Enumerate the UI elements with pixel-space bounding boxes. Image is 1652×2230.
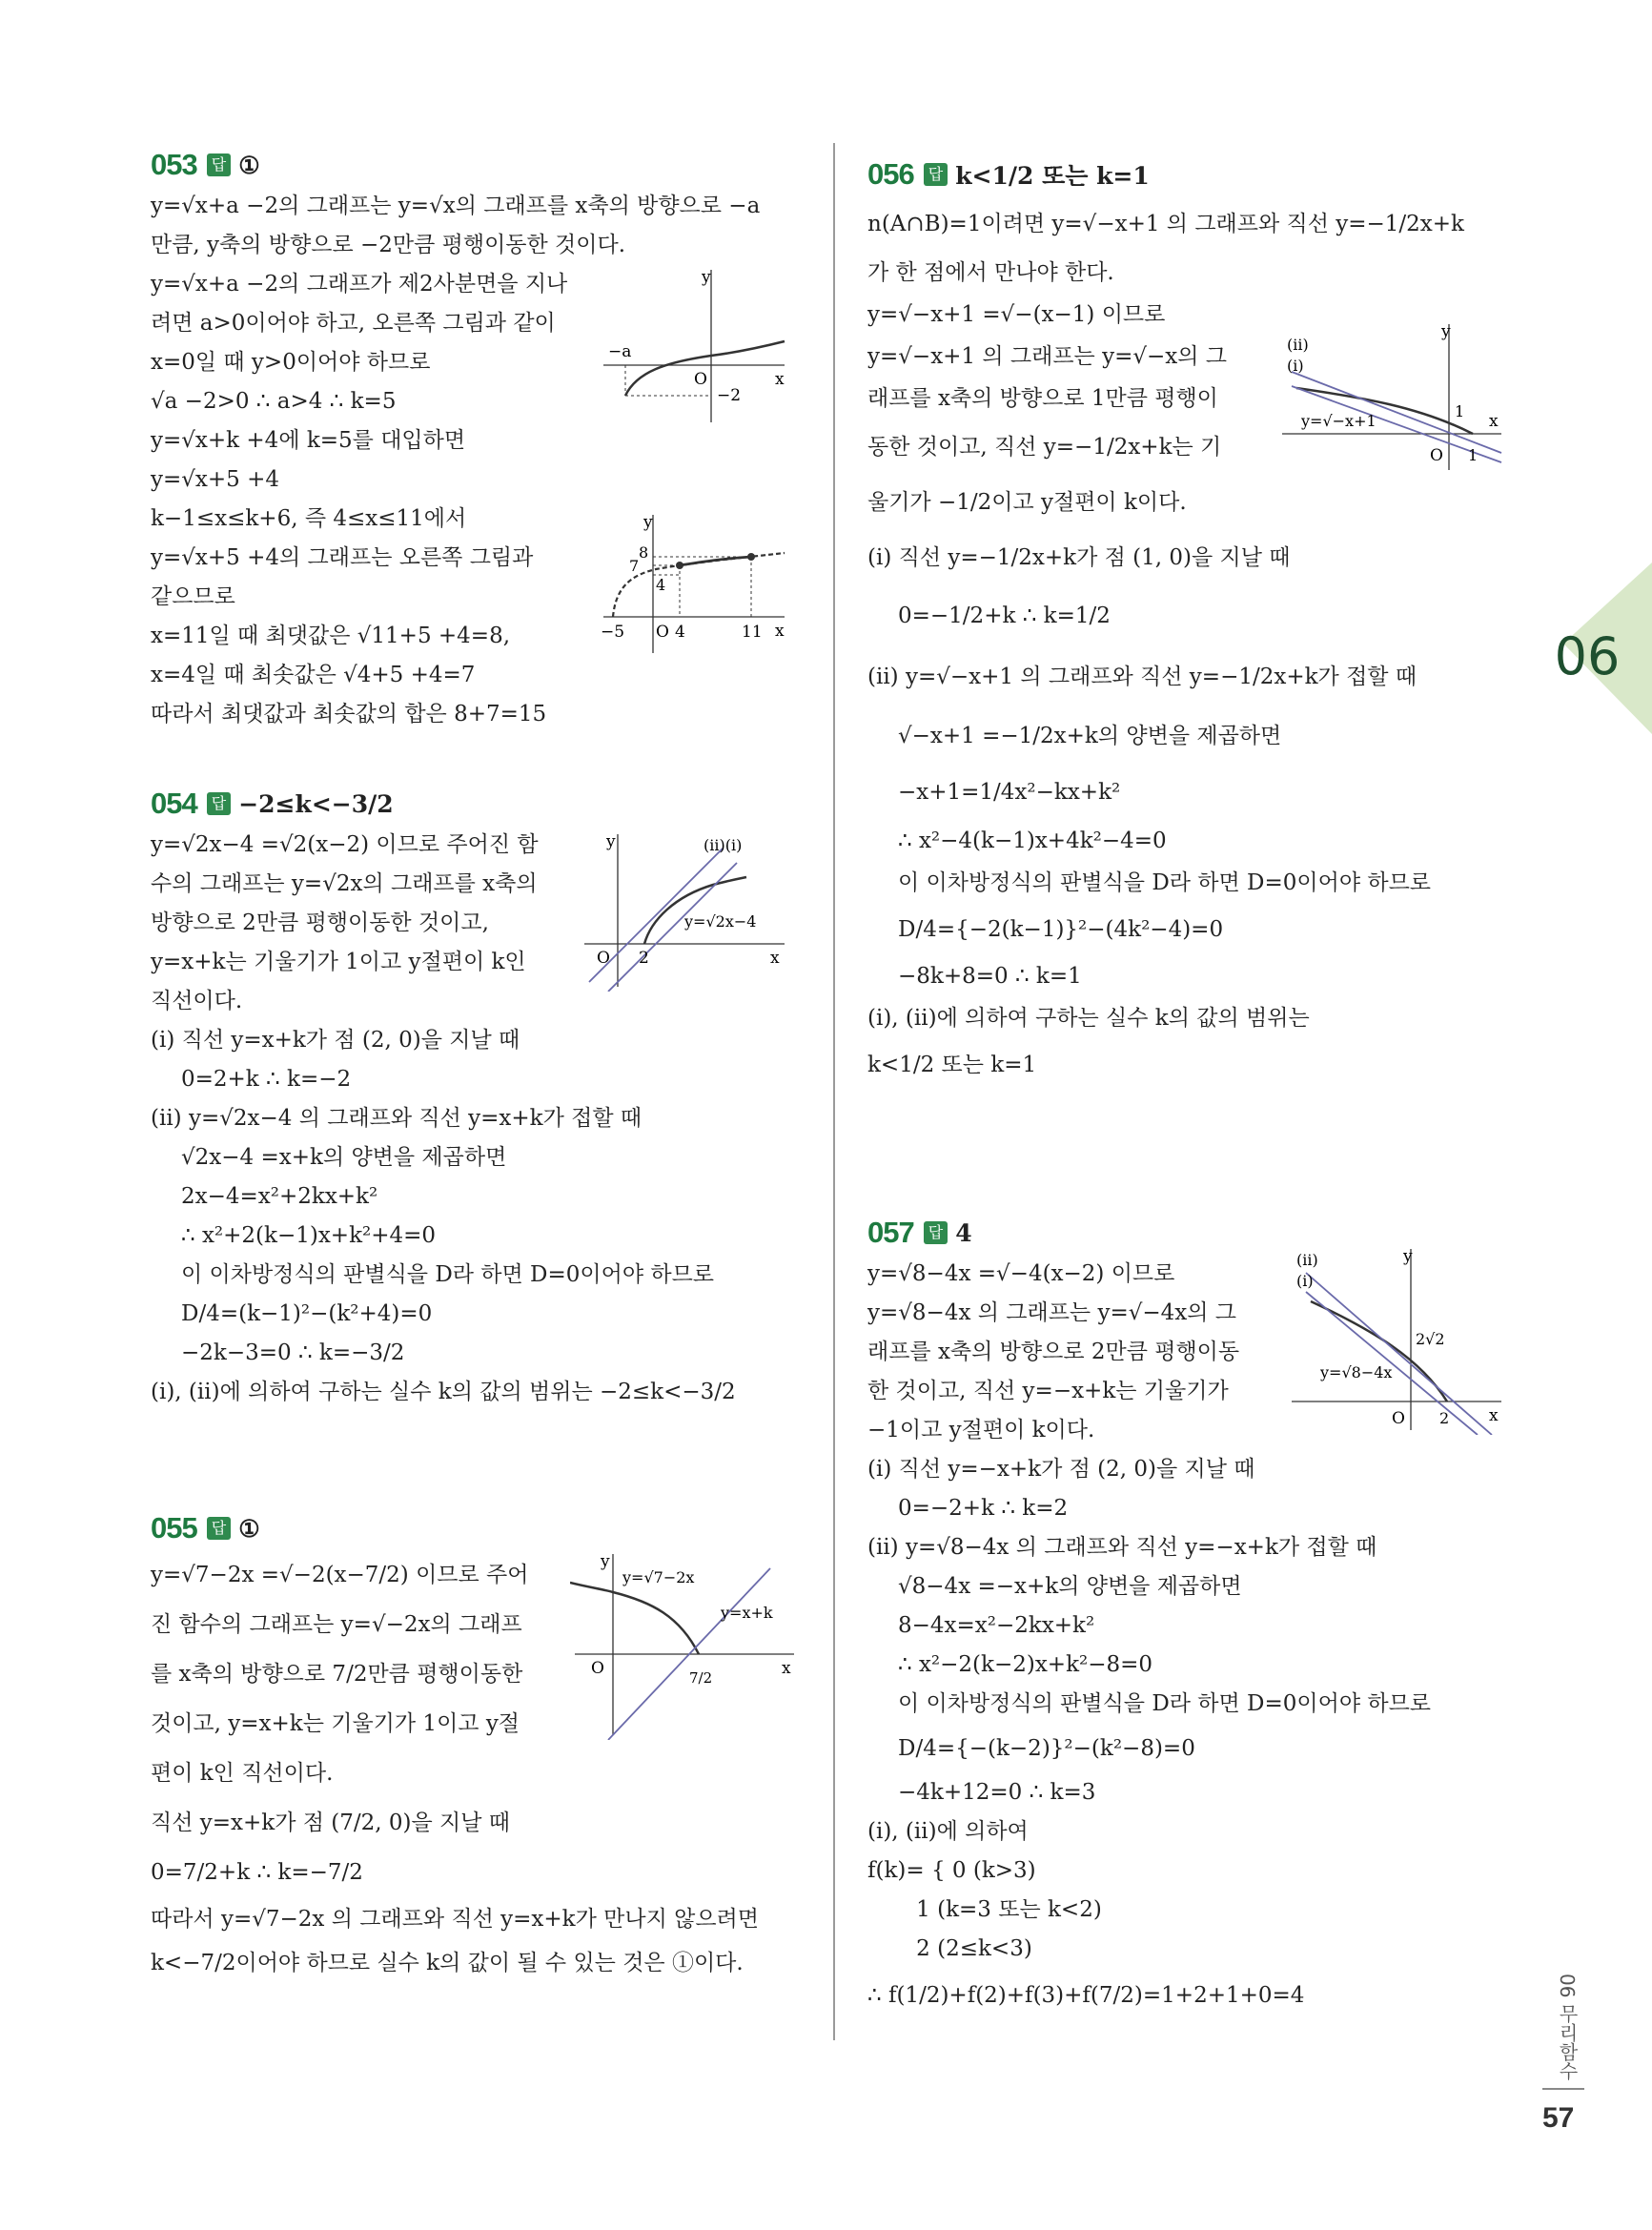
tick-label: −a — [608, 342, 632, 361]
text-line: √8−4x =−x+k의 양변을 제곱하면 — [898, 1574, 1242, 1599]
text-line: 만큼, y축의 방향으로 −2만큼 평행이동한 것이다. — [151, 233, 625, 257]
problem-053 — [151, 143, 801, 734]
text-line: 직선 y=x+k가 점 (7/2, 0)을 지날 때 — [151, 1811, 510, 1835]
answer-value: ① — [238, 1514, 260, 1543]
text-line: D/4=(k−1)²−(k²+4)=0 — [181, 1301, 433, 1326]
text-line: −2k−3=0 ∴ k=−3/2 — [181, 1340, 405, 1365]
text-line: 직선이다. — [151, 989, 243, 1013]
text-line: 1 (k=3 또는 k<2) — [867, 1897, 1102, 1922]
line-label: (ⅰ) — [1296, 1272, 1314, 1290]
text-line: y=√x+5 +4의 그래프는 오른쪽 그림과 — [151, 545, 534, 570]
curve-label: y=√2x−4 — [684, 912, 757, 931]
problem-053-header — [151, 143, 801, 187]
origin-label: O — [1392, 1409, 1405, 1428]
tick-label: 4 — [656, 576, 666, 594]
tick-label: 2√2 — [1416, 1330, 1445, 1348]
text-line: D/4={−(k−2)}²−(k²−8)=0 — [898, 1736, 1195, 1761]
curve-label: y=√7−2x — [622, 1568, 695, 1586]
text-line: x=0일 때 y>0이어야 하므로 — [151, 350, 431, 375]
problem-number: 056 — [867, 157, 914, 191]
text-line: y=√−x+1 의 그래프는 y=√−x의 그 — [867, 344, 1228, 369]
graph-054 — [580, 829, 789, 992]
chapter-tab: 06 — [1554, 625, 1621, 686]
curve-label: y=√−x+1 — [1301, 412, 1377, 430]
answer-badge: 답 — [207, 792, 231, 815]
line-label: (ⅱ) — [1296, 1251, 1318, 1269]
problem-number: 057 — [867, 1216, 914, 1249]
problem-number: 053 — [151, 148, 197, 181]
side-rule — [1542, 2088, 1584, 2090]
text-line: x=11일 때 최댓값은 √11+5 +4=8, — [151, 624, 511, 648]
tick-label: 7 — [629, 557, 640, 575]
problem-056 — [867, 153, 1525, 1091]
text-line: 수의 그래프는 y=√2x의 그래프를 x축의 — [151, 871, 538, 896]
text-line: 0=2+k ∴ k=−2 — [181, 1067, 352, 1092]
tick-label: 11 — [742, 623, 763, 642]
problem-056-header — [867, 153, 1525, 196]
text-line: y=√x+a −2의 그래프는 y=√x의 그래프를 x축의 방향으로 −a — [151, 194, 761, 218]
text-line: f(k)= { 0 (k>3) — [867, 1858, 1036, 1883]
answer-value: ① — [238, 151, 260, 179]
axis-label-x: x — [775, 370, 785, 389]
text-line: y=√x+a −2의 그래프가 제2사분면을 지나 — [151, 272, 568, 297]
text-line: 방향으로 2만큼 평행이동한 것이고, — [151, 910, 489, 935]
answer-badge: 답 — [924, 163, 948, 186]
problem-number: 054 — [151, 787, 197, 820]
answer-badge: 답 — [924, 1221, 948, 1244]
answer-value: k<1/2 또는 k=1 — [955, 162, 1150, 190]
text-line: 이 이차방정식의 판별식을 D라 하면 D=0이어야 하므로 — [181, 1262, 715, 1287]
text-line: 이 이차방정식의 판별식을 D라 하면 D=0이어야 하므로 — [898, 870, 1432, 895]
text-line: k−1≤x≤k+6, 즉 4≤x≤11에서 — [151, 506, 467, 531]
text-line: (ⅰ) 직선 y=−1/2x+k가 점 (1, 0)을 지날 때 — [867, 545, 1291, 570]
axis-label-y: y — [601, 1552, 610, 1571]
text-line: k<−7/2이어야 하므로 실수 k의 값이 될 수 있는 것은 ①이다. — [151, 1951, 744, 1975]
text-line: √−x+1 =−1/2x+k의 양변을 제곱하면 — [898, 724, 1282, 748]
text-line: 따라서 최댓값과 최솟값의 합은 8+7=15 — [151, 702, 547, 726]
text-line: y=x+k는 기울기가 1이고 y절편이 k인 — [151, 950, 526, 974]
problem-057 — [867, 1211, 1525, 2022]
text-line: √2x−4 =x+k의 양변을 제곱하면 — [181, 1145, 507, 1170]
axis-label-y: y — [1403, 1247, 1413, 1266]
text-line: (ⅰ) 직선 y=x+k가 점 (2, 0)을 지날 때 — [151, 1028, 520, 1053]
text-line: y=√−x+1 =√−(x−1) 이므로 — [867, 302, 1166, 327]
text-line: −x+1=1/4x²−kx+k² — [898, 780, 1121, 805]
answer-value: −2≤k<−3/2 — [238, 789, 394, 818]
axis-label-y: y — [1441, 322, 1451, 341]
line-label: (ⅱ) — [1287, 336, 1309, 354]
axis-label-y: y — [606, 832, 616, 851]
text-line: 8−4x=x²−2kx+k² — [898, 1613, 1095, 1638]
origin-label: O — [597, 949, 610, 968]
text-line: (ⅱ) y=√−x+1 의 그래프와 직선 y=−1/2x+k가 접할 때 — [867, 665, 1417, 689]
text-line: 0=−2+k ∴ k=2 — [898, 1496, 1069, 1521]
text-line: 따라서 y=√7−2x 의 그래프와 직선 y=x+k가 만나지 않으려면 — [151, 1907, 759, 1932]
text-line: 울기가 −1/2이고 y절편이 k이다. — [867, 490, 1187, 515]
text-line: 것이고, y=x+k는 기울기가 1이고 y절 — [151, 1711, 520, 1736]
text-line: 진 함수의 그래프는 y=√−2x의 그래프 — [151, 1612, 522, 1637]
origin-label: O — [656, 623, 669, 642]
answer-badge: 답 — [207, 153, 231, 176]
tick-label: 4 — [675, 623, 685, 642]
text-line: 한 것이고, 직선 y=−x+k는 기울기가 — [867, 1379, 1229, 1403]
axis-label-x: x — [775, 622, 785, 641]
tick-label: 2 — [1439, 1409, 1450, 1427]
text-line: 0=7/2+k ∴ k=−7/2 — [151, 1860, 363, 1885]
graph-053-2 — [599, 510, 789, 658]
text-line: (ⅰ), (ⅱ)에 의하여 — [867, 1819, 1029, 1844]
graph-055 — [570, 1549, 799, 1740]
text-line: D/4={−2(k−1)}²−(4k²−4)=0 — [898, 917, 1224, 942]
text-line: k<1/2 또는 k=1 — [867, 1053, 1037, 1077]
tick-label: 1 — [1455, 402, 1465, 420]
tick-label: −2 — [717, 386, 742, 405]
text-line: ∴ x²−4(k−1)x+4k²−4=0 — [898, 829, 1167, 853]
tick-label: 8 — [639, 543, 649, 562]
text-line: y=√7−2x =√−2(x−7/2) 이므로 주어 — [151, 1563, 529, 1587]
text-line: 2 (2≤k<3) — [867, 1936, 1032, 1961]
origin-label: O — [1430, 446, 1443, 465]
origin-label: O — [591, 1659, 604, 1678]
axis-label-x: x — [770, 949, 780, 968]
column-divider — [833, 143, 835, 2040]
axis-label-x: x — [1489, 412, 1499, 431]
text-line: −4k+12=0 ∴ k=3 — [898, 1780, 1096, 1805]
line-label: y=x+k — [721, 1604, 773, 1622]
text-line: 동한 것이고, 직선 y=−1/2x+k는 기 — [867, 435, 1222, 460]
curve-label: y=√8−4x — [1320, 1363, 1393, 1381]
tick-label: 1 — [1468, 446, 1479, 464]
text-line: 이 이차방정식의 판별식을 D라 하면 D=0이어야 하므로 — [898, 1691, 1432, 1716]
tick-label: 2 — [639, 949, 649, 968]
text-line: n(A∩B)=1이려면 y=√−x+1 의 그래프와 직선 y=−1/2x+k — [867, 212, 1464, 236]
text-line: 가 한 점에서 만나야 한다. — [867, 260, 1114, 285]
axis-label-x: x — [1489, 1406, 1499, 1425]
text-line: y=√x+k +4에 k=5를 대입하면 — [151, 428, 466, 453]
text-line: −8k+8=0 ∴ k=1 — [898, 964, 1082, 989]
text-line: ∴ x²+2(k−1)x+k²+4=0 — [181, 1223, 437, 1248]
text-line: 래프를 x축의 방향으로 2만큼 평행이동 — [867, 1340, 1240, 1364]
text-line: y=√8−4x =√−4(x−2) 이므로 — [867, 1261, 1175, 1286]
text-line: −1이고 y절편이 k이다. — [867, 1418, 1095, 1442]
text-line: 래프를 x축의 방향으로 1만큼 평행이 — [867, 386, 1218, 411]
text-line: ∴ f(1/2)+f(2)+f(3)+f(7/2)=1+2+1+0=4 — [867, 1983, 1305, 2008]
answer-badge: 답 — [207, 1517, 231, 1540]
text-line: (ⅰ), (ⅱ)에 의하여 구하는 실수 k의 값의 범위는 — [867, 1006, 1310, 1031]
graph-056 — [1277, 319, 1506, 472]
text-line: (ⅰ), (ⅱ)에 의하여 구하는 실수 k의 값의 범위는 −2≤k<−3/2 — [151, 1380, 736, 1404]
answer-value: 4 — [955, 1218, 972, 1247]
tick-label: −5 — [601, 623, 625, 642]
line-label: (ⅰ) — [1287, 357, 1304, 375]
text-line: y=√x+5 +4 — [151, 467, 280, 492]
problem-number: 055 — [151, 1511, 197, 1545]
text-line: 편이 k인 직선이다. — [151, 1761, 334, 1786]
page-number: 57 — [1542, 2102, 1575, 2134]
text-line: 려면 a>0이어야 하고, 오른쪽 그림과 같이 — [151, 311, 556, 336]
text-line: (ⅰ) 직선 y=−x+k가 점 (2, 0)을 지날 때 — [867, 1457, 1255, 1482]
graph-057 — [1287, 1244, 1506, 1435]
text-line: 같으므로 — [151, 584, 235, 609]
text-line: 2x−4=x²+2kx+k² — [181, 1184, 378, 1209]
text-line: 를 x축의 방향으로 7/2만큼 평행이동한 — [151, 1662, 523, 1687]
axis-label-y: y — [702, 268, 711, 287]
text-line: 0=−1/2+k ∴ k=1/2 — [898, 604, 1111, 628]
text-line: y=√2x−4 =√2(x−2) 이므로 주어진 함 — [151, 832, 539, 857]
text-line: √a −2>0 ∴ a>4 ∴ k=5 — [151, 389, 397, 414]
line-labels: (ⅱ)(ⅰ) — [704, 836, 743, 854]
axis-label-y: y — [643, 513, 653, 532]
graph-053-1 — [599, 265, 789, 427]
text-line: (ⅱ) y=√2x−4 의 그래프와 직선 y=x+k가 접할 때 — [151, 1106, 642, 1131]
tick-label: 7/2 — [689, 1669, 713, 1687]
text-line: x=4일 때 최솟값은 √4+5 +4=7 — [151, 663, 476, 687]
text-line: ∴ x²−2(k−2)x+k²−8=0 — [898, 1652, 1153, 1677]
problem-055-header — [151, 1506, 801, 1550]
text-line: (ⅱ) y=√8−4x 의 그래프와 직선 y=−x+k가 접할 때 — [867, 1535, 1377, 1560]
text-line: y=√8−4x 의 그래프는 y=√−4x의 그 — [867, 1300, 1236, 1325]
problem-054-header — [151, 782, 801, 826]
axis-label-x: x — [782, 1659, 791, 1678]
chapter-side-title: 06 무리함수 — [1556, 1974, 1579, 2080]
problem-054 — [151, 782, 801, 1412]
origin-label: O — [694, 370, 707, 389]
problem-055 — [151, 1506, 801, 1985]
